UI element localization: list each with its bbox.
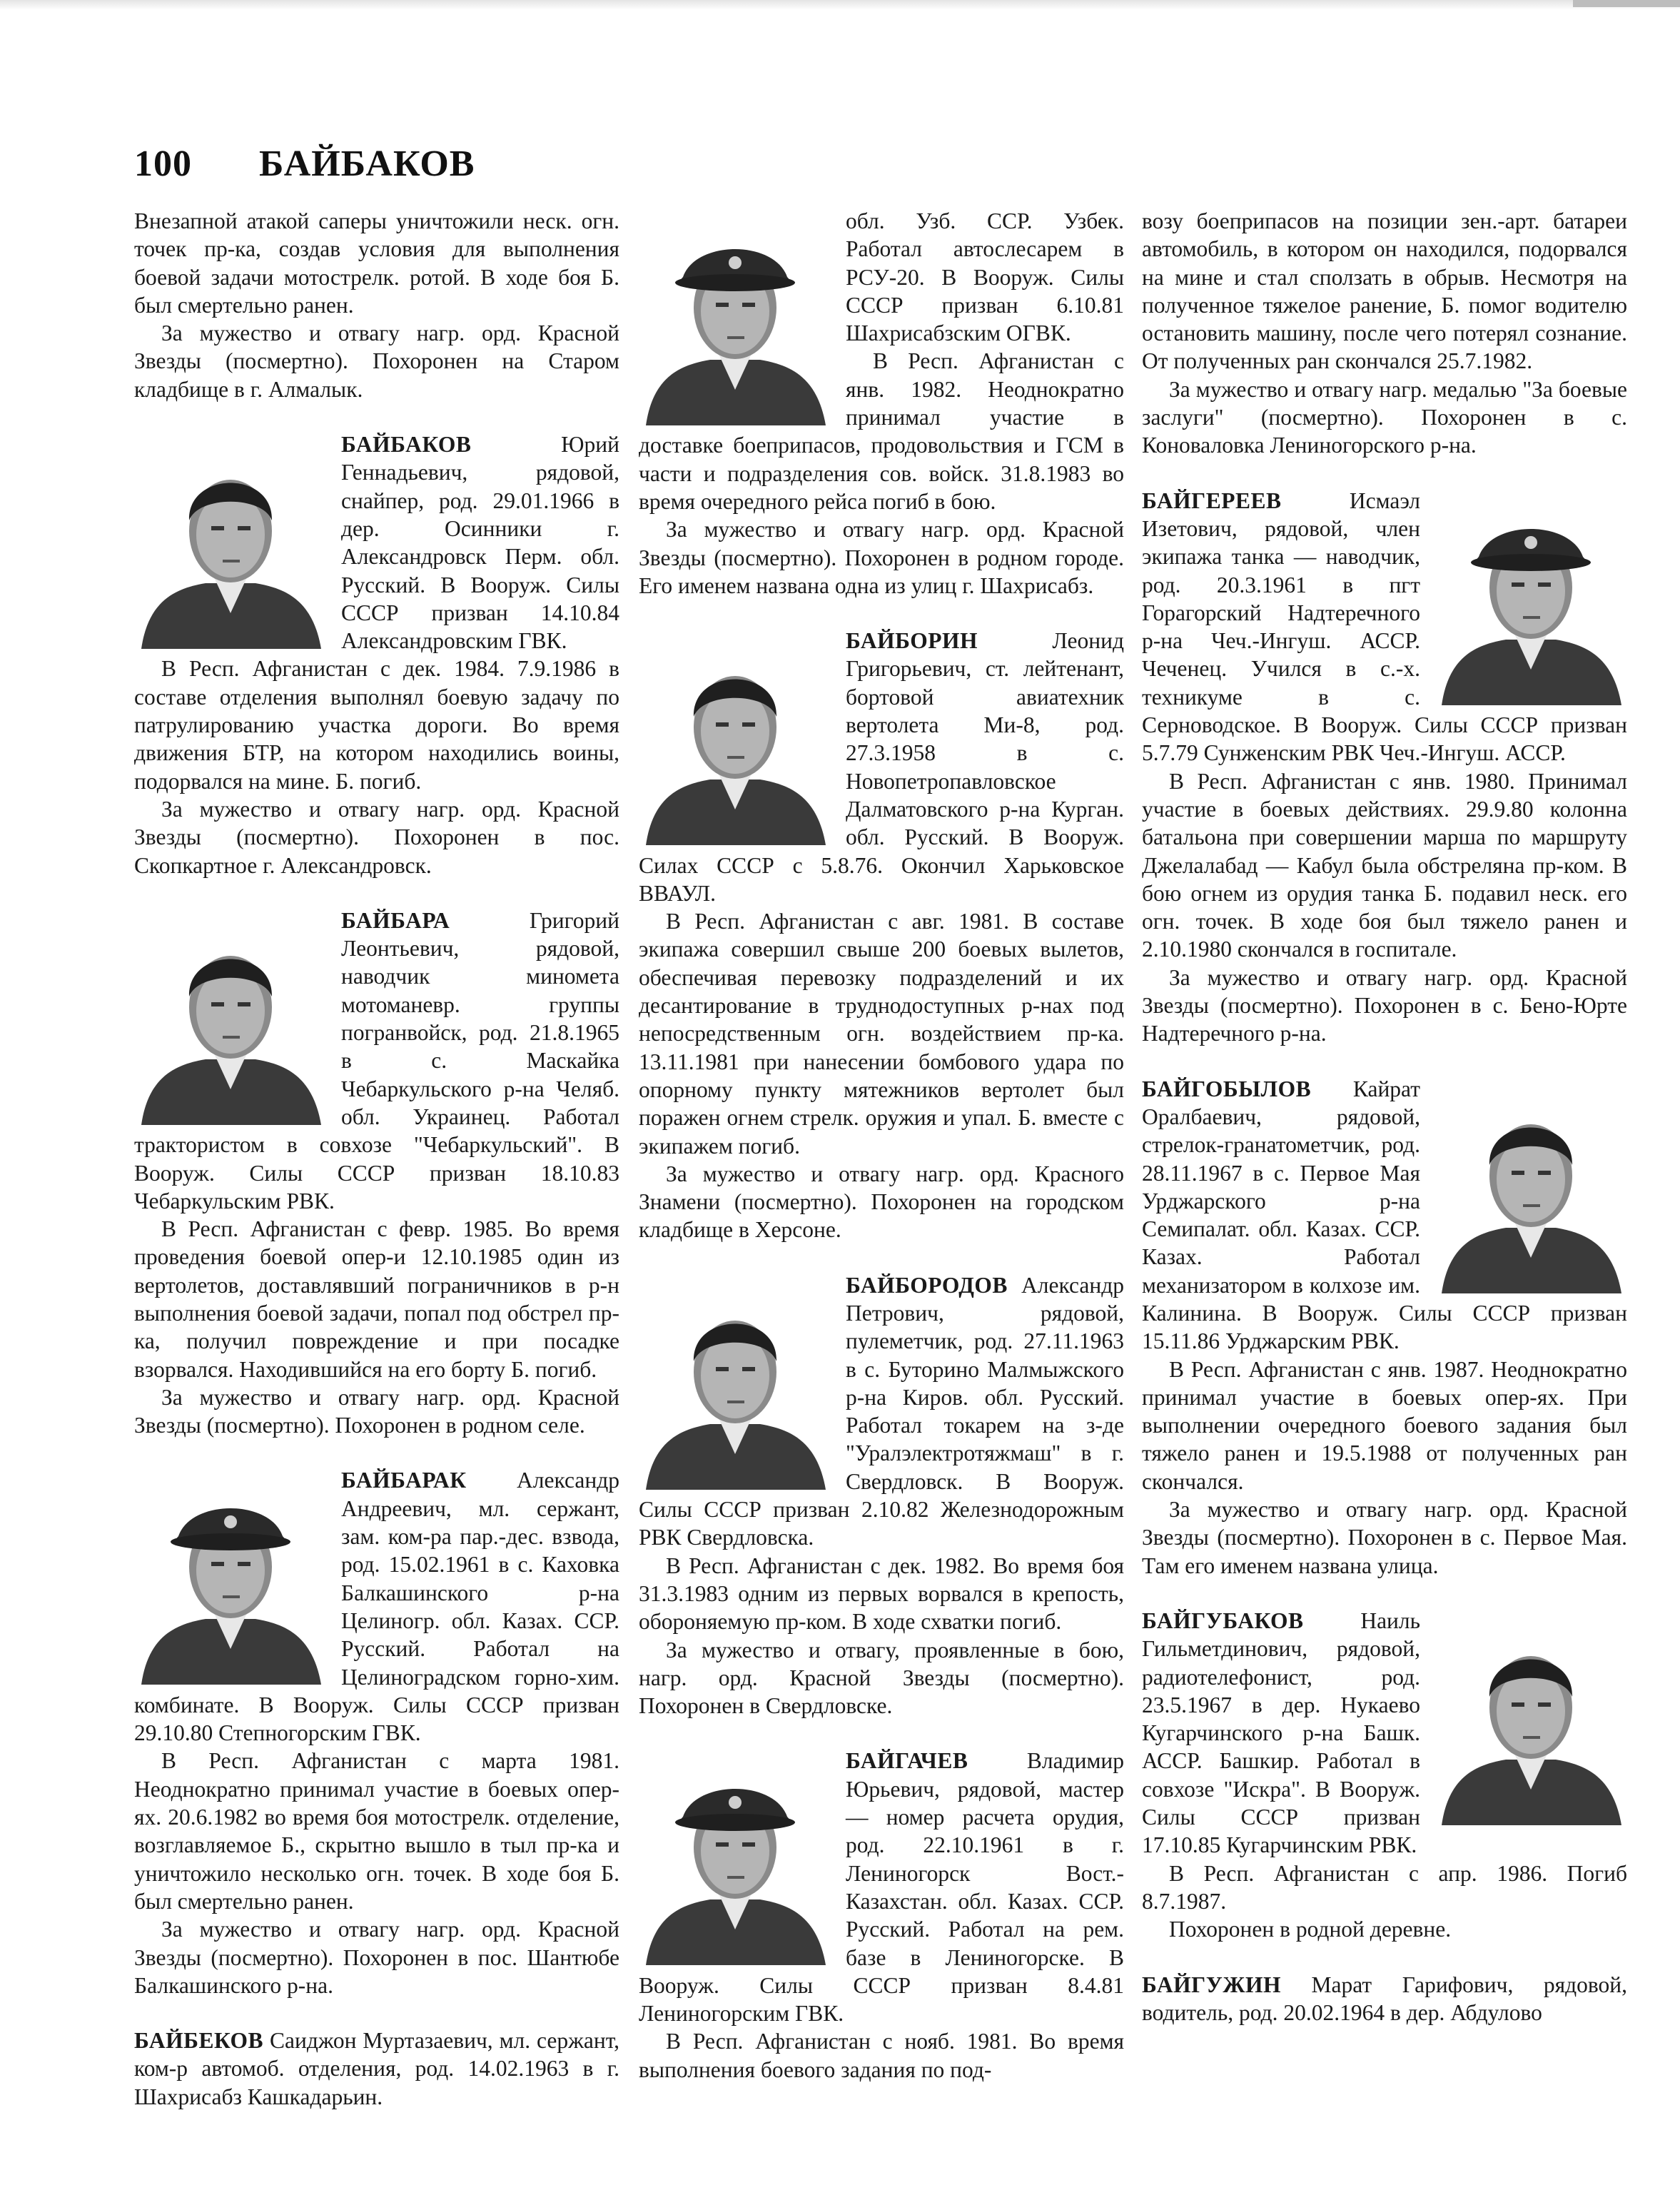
entry-name: БАЙБЕКОВ [134, 2028, 264, 2054]
entry-baibara [134, 907, 619, 1440]
entry-baigobylov [1142, 1075, 1627, 1580]
entry-baibekov [134, 2027, 619, 2111]
entry-baiborin [639, 627, 1124, 1244]
award-text: За мужество и отвагу нагр. орд. Красной Звезды (посмертно). Похоронен в родном селе. [134, 1384, 619, 1438]
column-1 [134, 207, 619, 2138]
scan-edge [0, 0, 1680, 10]
entry-baigachev [639, 1747, 1124, 2084]
service-text: В Респ. Афганистан с дек. 1984. 7.9.1986 в составе отделения выполнял боевую задачу по патрулированию участка дороги. Во время движения БТР, на котором находились воины, подорвался на мине. Б. погиб. [134, 656, 619, 794]
award-text: За мужество и отвагу нагр. орд. Красной Звезды (посмертно). Похоронен в пос. Скопкартное г. Александровск. [134, 796, 619, 878]
entry-baigubakov [1142, 1607, 1627, 1944]
entry-intro: Кайрат Оралбаевич, рядовой, стрелок-гранатометчик, род. 28.11.1967 в с. Первое Мая Урджарского р-на Семипалат. обл. Казах. ССР. Казах. Работал механизатором в колхозе им. Калинина. В Вооруж. Силы СССР призван 15.11.86 Урджарским РВК. [1142, 1076, 1627, 1354]
service-text: В Респ. Афганистан с авг. 1981. В составе экипажа совершил свыше 200 боевых вылетов, обеспечивая перевозку подразделений и их десантирование в труднодоступных р-нах под непосредственным огн. воздействием пр-ка. 13.11.1981 при нанесении бомбового удара по опорному пункту мятежников вертолет был поражен огнем стрелк. оружия и упал. Б. вместе с экипажем погиб. [639, 909, 1124, 1159]
service-text: В Респ. Афганистан с янв. 1980. Принимал участие в боевых действиях. 29.9.80 колонна батальона при совершении марша по маршруту Джелалабад — Кабул была обстреляна пр-ком. В бою огнем из орудия танка Б. подавил неск. его огн. точек. В ходе боя был тяжело ранен и 2.10.1980 скончался в госпитале. [1142, 768, 1627, 962]
running-title: БАЙБАКОВ [259, 143, 475, 184]
entry-intro: Александр Андреевич, мл. сержант, зам. ком-ра пар.-дес. взвода, род. 15.02.1961 в с. Каховка Балкашинского р-на Целиногр. обл. Казах. ССР. Русский. Работал на Целиноградском горно-хим. комбинате. В Вооруж. Силы СССР призван 29.10.80 Степногорским ГВК. [134, 1468, 619, 1746]
award-text: За мужество и отвагу нагр. орд. Красного Знамени (посмертно). Похоронен на городском кладбище в Херсоне. [639, 1161, 1124, 1243]
service-text: В Респ. Афганистан с нояб. 1981. Во время выполнения боевого задания по под- [639, 2029, 1124, 2082]
award-text: За мужество и отвагу, проявленные в бою, нагр. орд. Красной Звезды (посмертно). Похоронен в Свердловске. [639, 1637, 1124, 1719]
portrait-photo [639, 211, 831, 425]
award-text: За мужество и отвагу нагр. орд. Красной Звезды (посмертно). Похоронен в пос. Шантюбе Балкашинского р-на. [134, 1917, 619, 1998]
service-text: В Респ. Афганистан с февр. 1985. Во время проведения боевой опер-и 12.10.1985 один из вертолетов, доставлявший пограничников в р-н выполнения боевой задачи, попал под обстрел пр-ка, получил повреждение и при посадке взорвался. Находившийся на его борту Б. погиб. [134, 1216, 619, 1382]
entry-intro: Саиджон Муртазаевич, мл. сержант, ком-р автомоб. отделения, род. 14.02.1963 в г. Шахрисабз Кашкадарьин. [134, 2028, 619, 2109]
continued-text: Внезапной атакой саперы уничтожили неск. огн. точек пр-ка, создав условия для выполнения боевой задачи мотострелк. ротой. В ходе боя Б. был смертельно ранен. [134, 208, 619, 318]
entry-name: БАЙБАРАК [341, 1468, 467, 1493]
entry-intro: Александр Петрович, рядовой, пулеметчик, род. 27.11.1963 в с. Буторино Малмыжского р-на Киров. обл. Русский. Работал токарем на з-де "Уралэлектротяжмаш" в г. Свердловск. В Вооруж. Силы СССР призван 2.10.82 Железнодорожным РВК Свердловска. [639, 1272, 1124, 1550]
entry-name: БАЙБОРОДОВ [846, 1272, 1008, 1298]
portrait-photo [1434, 1611, 1627, 1825]
award-text: За мужество и отвагу нагр. орд. Красной Звезды (посмертно). Похоронен в с. Бено-Юрте Надтеречного р-на. [1142, 964, 1627, 1046]
entry-baigachev-continued [1142, 207, 1627, 460]
entry-heading [134, 2027, 619, 2111]
portrait-photo [1434, 1079, 1627, 1293]
service-text: В Респ. Афганистан с янв. 1982. Неоднократно принимал участие в доставке боеприпасов, продовольствия и ГСМ в части и подразделения сов. войск. 31.8.1983 во время очередного рейса погиб в бою. [639, 348, 1124, 514]
award-text: Похоронен в родной деревне. [1169, 1917, 1452, 1942]
page-header [134, 143, 475, 193]
entry-heading [1142, 1971, 1627, 2027]
entry-intro: Наиль Гильметдинович, рядовой, радиотелефонист, род. 23.5.1967 в дер. Нукаево Кугарчинского р-на Башк. АССР. Башкир. Работал в совхозе "Искра". В Вооруж. Силы СССР призван 17.10.85 Кугарчинским РВК. [1142, 1608, 1420, 1858]
scan-edge-mark [1573, 0, 1680, 7]
entry-baibakov [134, 430, 619, 879]
entry-name: БАЙГОБЫЛОВ [1142, 1076, 1312, 1101]
entry-baiguzhin [1142, 1971, 1627, 2027]
award-text: За мужество и отвагу нагр. медалью "За боевые заслуги" (посмертно). Похоронен в с. Коноваловка Лениногорского р-на. [1142, 376, 1627, 458]
award-text: За мужество и отвагу нагр. орд. Красной Звезды (посмертно). Похоронен в с. Первое Мая. Там его именем названа улица. [1142, 1497, 1627, 1578]
entry-baiborodov [639, 1271, 1124, 1720]
award-text: За мужество и отвагу нагр. орд. Красной Звезды (посмертно). Похоронен в родном городе. Его именем названа одна из улиц г. Шахрисабз. [639, 517, 1124, 598]
entry-intro: Григорий Леонтьевич, рядовой, наводчик миномета мотоманевр. группы погранвойск, род. 21.8.1965 в с. Маскайка Чебаркульского р-на Челяб. обл. Украинец. Работал трактористом в совхозе "Чебаркульский". В Вооруж. Силы СССР призван 18.10.83 Чебаркульским РВК. [134, 907, 619, 1213]
service-text: В Респ. Афганистан с дек. 1982. Во время боя 31.3.1983 одним из первых ворвался в крепость, обороняемую пр-ком. В ходе схватки погиб. [639, 1553, 1124, 1635]
entry-intro: Леонид Григорьевич, ст. лейтенант, бортовой авиатехник вертолета Ми-8, род. 27.3.1958 в с. Новопетропавловское Далматовского р-на Курган. обл. Русский. В Вооруж. Силах СССР с 5.8.76. Окончил Харьковское ВВАУЛ. [639, 628, 1124, 906]
portrait-photo [134, 911, 327, 1125]
entry-name: БАЙБОРИН [846, 628, 978, 654]
column-2 [639, 207, 1124, 2111]
entry-name: БАЙБАРА [341, 907, 450, 933]
entry-name: БАЙБАКОВ [341, 432, 472, 458]
entry-name: БАЙГЕРЕЕВ [1142, 488, 1282, 513]
page-number: 100 [134, 143, 192, 184]
entry-name: БАЙГАЧЕВ [846, 1748, 968, 1774]
award-text: За мужество и отвагу нагр. орд. Красной Звезды (посмертно). Похоронен на Старом кладбище в г. Алмалык. [134, 321, 619, 402]
portrait-photo [639, 1276, 831, 1490]
portrait-photo [134, 1470, 327, 1685]
entry-baigereev [1142, 487, 1627, 1048]
service-text: В Респ. Афганистан с апр. 1986. Погиб 8.7.1987. [1142, 1860, 1627, 1914]
entry-name: БАЙГУЖИН [1142, 1972, 1281, 1997]
service-text: В Респ. Афганистан с янв. 1987. Неоднократно принимал участие в боевых опер-ях. При выполнении очередного боевого задания был тяжело ранен и 19.5.1988 от полученных ран скончался. [1142, 1356, 1627, 1494]
entry-intro: Юрий Геннадьевич, рядовой, снайпер, род. 29.01.1966 в дер. Осинники г. Александровск Перм. обл. Русский. В Вооруж. Силы СССР призван 14.10.84 Александровским ГВК. [341, 432, 619, 654]
portrait-photo [639, 1751, 831, 1965]
continued-text: возу боеприпасов на позиции зен.-арт. батареи автомобиль, в котором он находился, подорвался на мине и стал сползать в обрыв. Несмотря на полученное тяжелое ранение, Б. помог водителю остановить машину, после чего потерял сознание. От полученных ран скончался 25.7.1982. [1142, 208, 1627, 374]
continued-text: обл. Узб. ССР. Узбек. Работал автослесарем в РСУ-20. В Вооруж. Силы СССР призван 6.10.81 Шахрисабзским ОГВК. [846, 208, 1124, 346]
portrait-photo [134, 435, 327, 649]
column-3 [1142, 207, 1627, 2054]
entry-intro: Исмаэл Изетович, рядовой, член экипажа танка — наводчик, род. 20.3.1961 в пгт Горагорский Надтеречного р-на Чеч.-Ингуш. АССР. Чеченец. Учился в с.-х. техникуме в с. Серноводское. В Вооруж. Силы СССР призван 5.7.79 Сунженским РВК Чеч.-Ингуш. АССР. [1142, 488, 1627, 766]
entry-intro: Владимир Юрьевич, рядовой, мастер — номер расчета орудия, род. 22.10.1961 в г. Лениногорск Вост.-Казахстан. обл. Казах. ССР. Русский. Работал на рем. базе в Лениногорске. В Вооруж. Силы СССР призван 8.4.81 Лениногорским ГВК. [639, 1748, 1124, 2027]
entry-intro: Марат Гарифович, рядовой, водитель, род. 20.02.1964 в дер. Абдулово [1142, 1972, 1627, 2025]
entry-baibarak [134, 1466, 619, 1999]
service-text: В Респ. Афганистан с марта 1981. Неоднократно принимал участие в боевых опер-ях. 20.6.1982 во время боя мотострелк. отделение, возглавляемое Б., скрытно вышло в тыл пр-ка и уничтожило несколько огн. точек. В ходе боя Б. был смертельно ранен. [134, 1748, 619, 1914]
portrait-photo [1434, 491, 1627, 705]
entry-name: БАЙГУБАКОВ [1142, 1608, 1304, 1633]
portrait-photo [639, 631, 831, 845]
entry-baibekov-continued [639, 207, 1124, 600]
